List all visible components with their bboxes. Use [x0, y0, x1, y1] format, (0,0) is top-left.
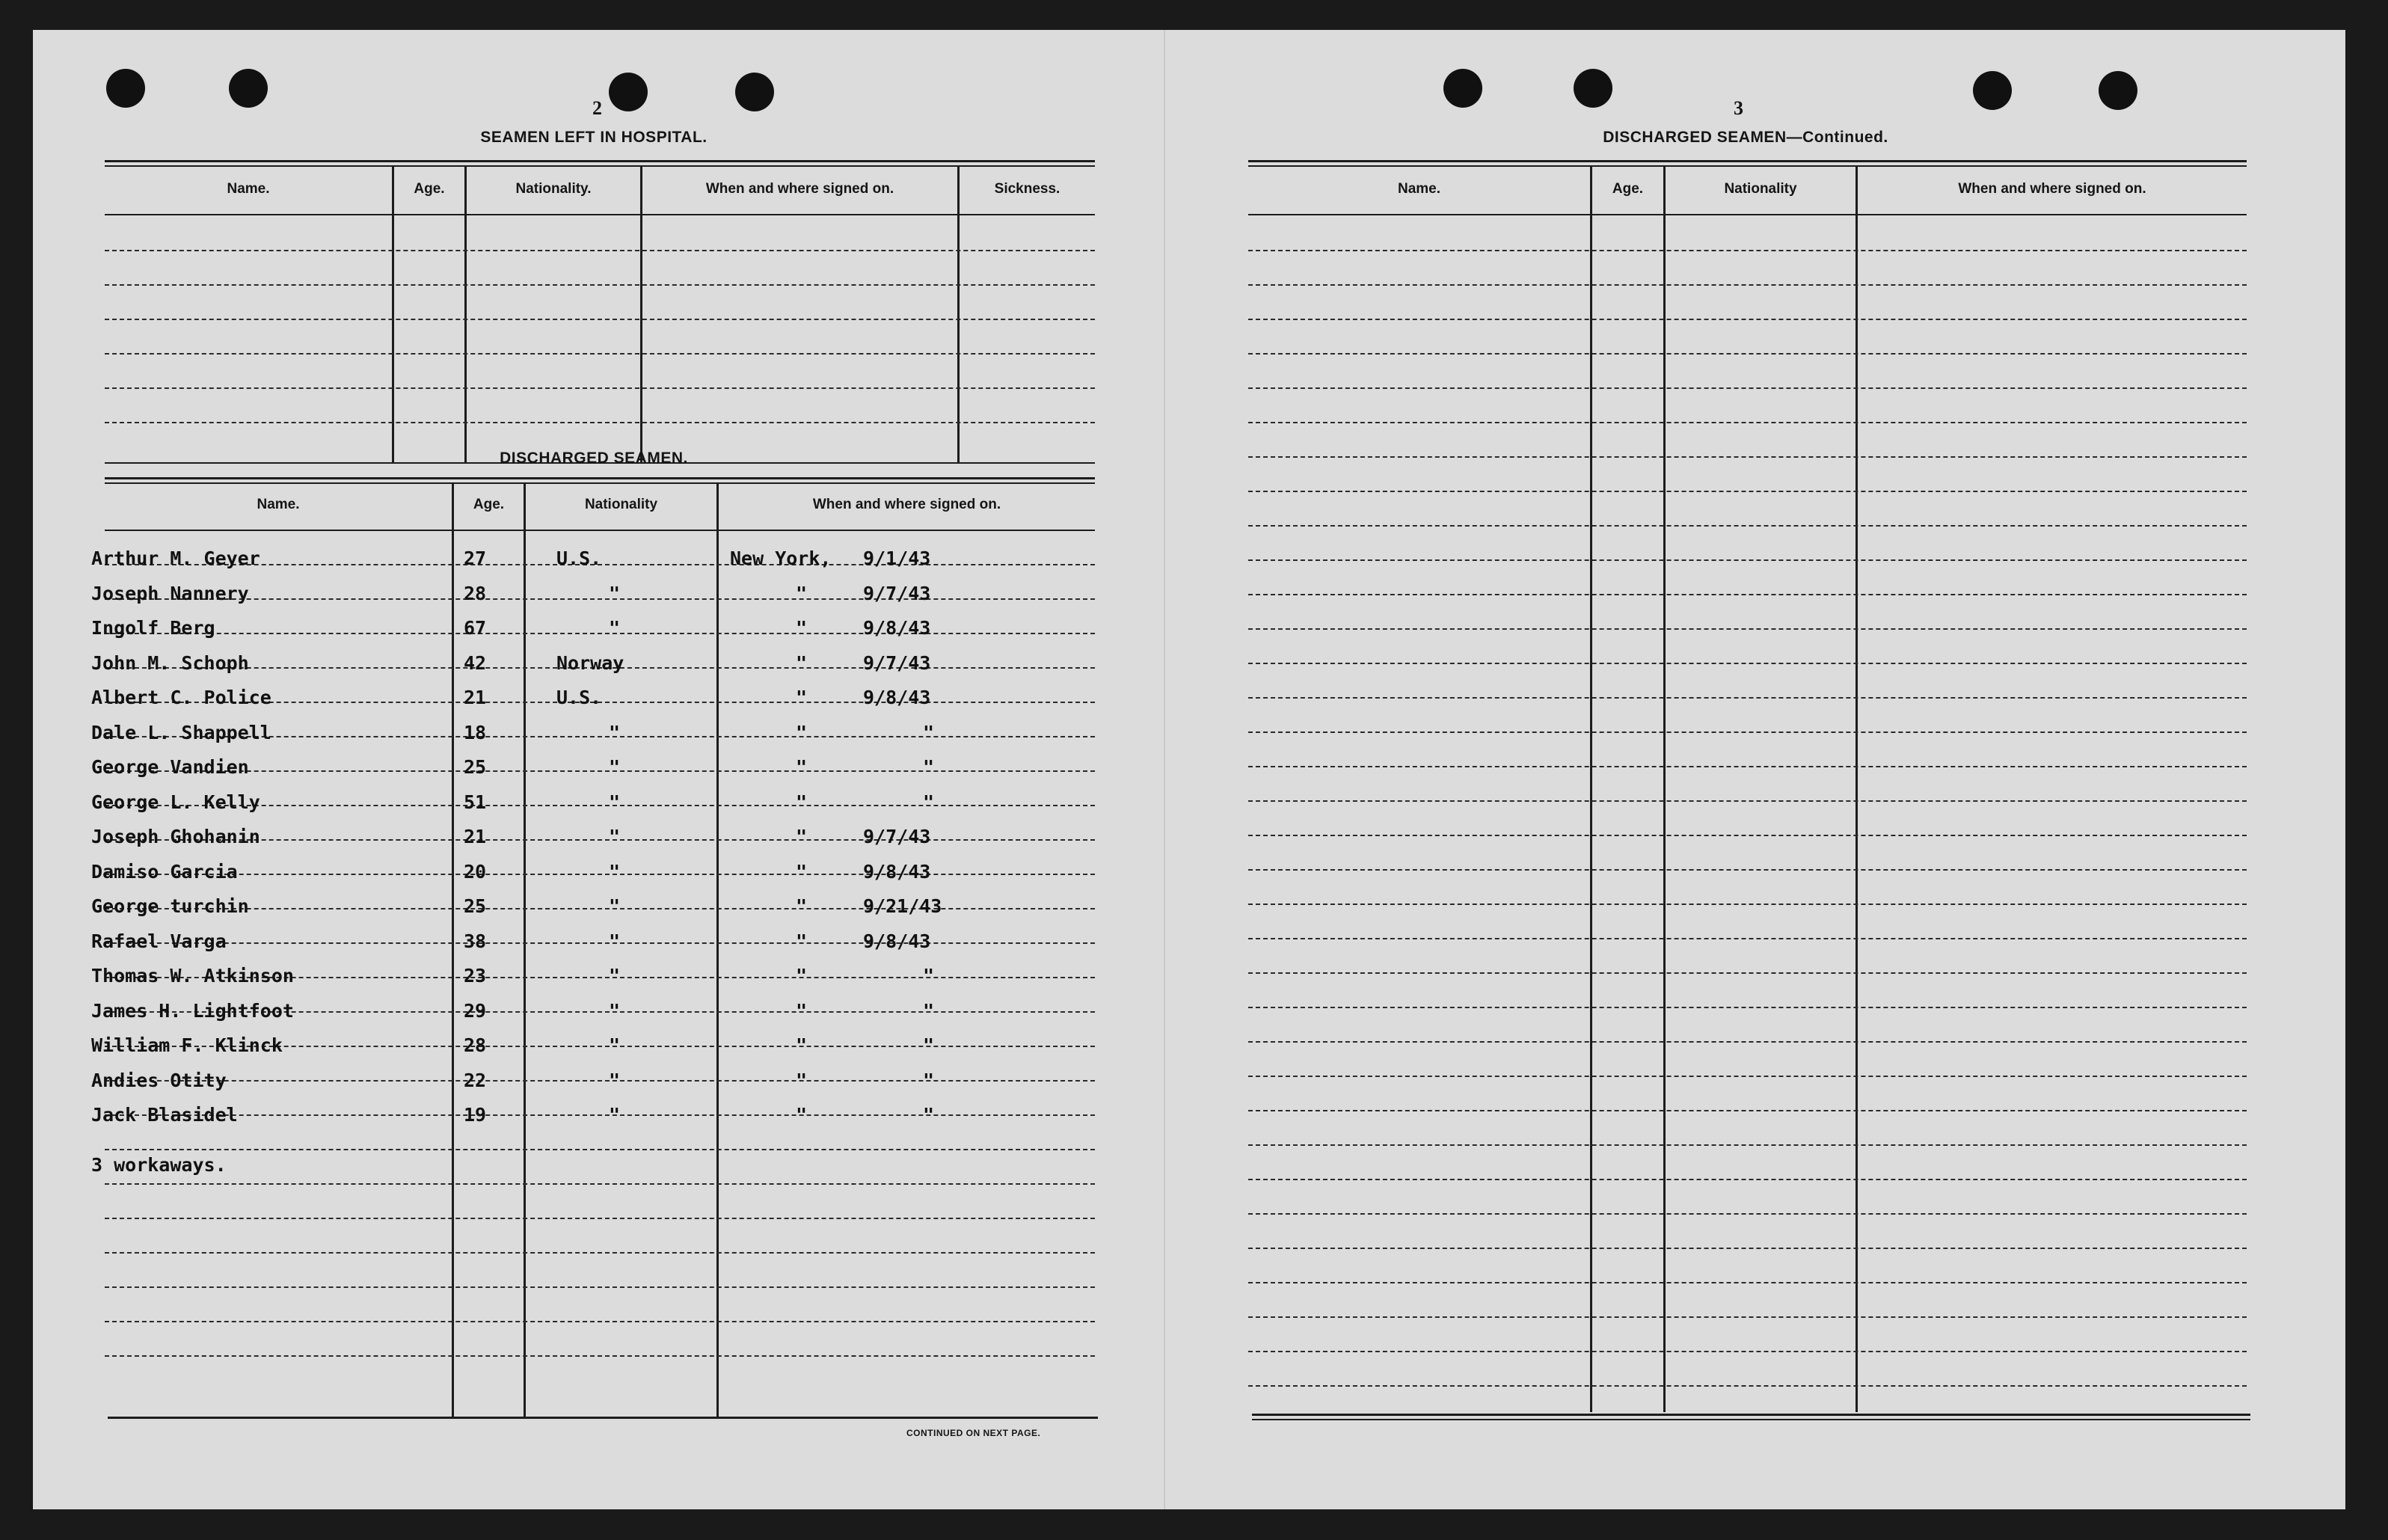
signed-on-date: " [923, 1034, 935, 1056]
column-divider [524, 484, 526, 1417]
seaman-name: Jack Blasidel [91, 1104, 238, 1126]
signed-on-place: " [796, 582, 808, 604]
signed-on-place: " [796, 860, 808, 883]
hospital-col-signed-on: When and where signed on. [705, 181, 894, 197]
ruled-line [1248, 594, 2247, 595]
discharged-table-bottom-rule [108, 1417, 1098, 1419]
ruled-line [1248, 422, 2247, 423]
hospital-table-top-rule-2 [105, 165, 1095, 167]
ruled-line [105, 1183, 1095, 1185]
signed-on-date: " [923, 791, 935, 813]
signed-on-place: " [796, 999, 808, 1022]
seaman-nationality: " [609, 756, 621, 778]
ruled-line [1248, 353, 2247, 355]
ruled-line [1248, 319, 2247, 320]
seaman-age: 25 [464, 756, 487, 778]
seaman-name: Joseph Ghohanin [91, 826, 260, 847]
ruled-line [1248, 525, 2247, 527]
right-table-top-rule [1248, 160, 2247, 162]
signed-on-place: " [796, 721, 808, 743]
seaman-name: Dale L. Shappell [91, 721, 271, 743]
ruled-line [105, 1252, 1095, 1254]
ruled-line [105, 598, 1095, 600]
seaman-nationality: U.S. [556, 547, 602, 569]
signed-on-date: 9/8/43 [863, 930, 931, 952]
ruled-line [1248, 1282, 2247, 1283]
seaman-age: 23 [464, 965, 487, 987]
ruled-line [1248, 1248, 2247, 1249]
signed-on-date: " [923, 721, 935, 743]
signed-on-date: " [923, 965, 935, 987]
seaman-nationality: " [609, 1104, 621, 1126]
discharged-col-signed-on: When and where signed on. [812, 497, 1001, 512]
signed-on-place: " [796, 651, 808, 674]
signed-on-place: " [796, 1104, 808, 1126]
punch-hole [1973, 71, 2012, 110]
seaman-name: William F. Klinck [91, 1034, 283, 1056]
ruled-line [1248, 1041, 2247, 1043]
seaman-name: George Vandien [91, 756, 249, 778]
seaman-age: 21 [464, 687, 487, 708]
ruled-line [1248, 938, 2247, 939]
ruled-line [1248, 1316, 2247, 1318]
seaman-age: 51 [464, 791, 487, 813]
punch-hole [229, 69, 268, 108]
punch-hole [1443, 69, 1482, 108]
ruled-line [105, 633, 1095, 634]
ruled-line [105, 1080, 1095, 1082]
signed-on-date: 9/1/43 [863, 547, 931, 569]
discharged-section-title: DISCHARGED SEAMEN. [500, 450, 688, 467]
seaman-name: George turchin [91, 895, 249, 917]
seaman-nationality: " [609, 617, 621, 639]
ruled-line [1248, 559, 2247, 561]
seaman-age: 67 [464, 617, 487, 639]
ruled-line [1248, 904, 2247, 905]
ruled-line [1248, 1351, 2247, 1352]
seaman-nationality: " [609, 895, 621, 917]
signed-on-date: " [923, 999, 935, 1022]
ruled-line [105, 387, 1095, 389]
ruled-line [105, 1149, 1095, 1150]
workaways-note: 3 workaways. [91, 1154, 227, 1176]
seaman-name: Damiso Garcia [91, 860, 238, 883]
right-page-number: 3 [1734, 97, 1743, 119]
ruled-line [1248, 766, 2247, 767]
seaman-nationality: " [609, 826, 621, 847]
discharged-col-name: Name. [257, 497, 300, 512]
signed-on-place: " [796, 826, 808, 847]
seaman-age: 18 [464, 721, 487, 743]
ruled-line [1248, 869, 2247, 871]
right-table-bottom-rule [1252, 1414, 2250, 1416]
seaman-age: 42 [464, 651, 487, 674]
seaman-age: 25 [464, 895, 487, 917]
seaman-nationality: " [609, 1034, 621, 1056]
seaman-nationality: " [609, 860, 621, 883]
page-fold [1164, 30, 1165, 1509]
column-divider [464, 167, 467, 463]
right-section-title: DISCHARGED SEAMEN—Continued. [1603, 129, 1888, 146]
hospital-col-sickness: Sickness. [994, 181, 1061, 197]
hospital-col-nationality: Nationality. [515, 181, 592, 197]
ruled-line [105, 874, 1095, 875]
signed-on-place: " [796, 895, 808, 917]
hospital-header-rule [105, 214, 1095, 215]
seaman-age: 20 [464, 860, 487, 883]
right-col-signed-on: When and where signed on. [1958, 181, 2146, 197]
seaman-nationality: " [609, 965, 621, 987]
seaman-name: Thomas W. Atkinson [91, 965, 294, 987]
column-divider [392, 167, 394, 463]
punch-hole [106, 69, 145, 108]
seaman-name: James H. Lightfoot [91, 999, 294, 1022]
signed-on-date: 9/7/43 [863, 651, 931, 674]
seaman-name: George L. Kelly [91, 791, 260, 813]
ruled-line [105, 422, 1095, 423]
document-sheet [33, 30, 2345, 1509]
ruled-line [1248, 1144, 2247, 1146]
signed-on-date: " [923, 1104, 935, 1126]
hospital-col-name: Name. [227, 181, 270, 197]
seaman-name: John M. Schoph [91, 651, 249, 674]
seaman-name: Andies Otity [91, 1069, 227, 1091]
signed-on-place: " [796, 791, 808, 813]
hospital-section-title: SEAMEN LEFT IN HOSPITAL. [480, 129, 708, 146]
ruled-line [1248, 972, 2247, 974]
discharged-table-top-rule [105, 477, 1095, 479]
signed-on-place: " [796, 617, 808, 639]
signed-on-date: 9/7/43 [863, 582, 931, 604]
signed-on-place: " [796, 687, 808, 708]
ruled-line [105, 284, 1095, 286]
hospital-table-top-rule [105, 160, 1095, 162]
punch-hole [609, 73, 648, 111]
ruled-line [105, 1286, 1095, 1288]
column-divider [452, 484, 454, 1417]
discharged-col-age: Age. [473, 497, 505, 512]
signed-on-date: " [923, 756, 935, 778]
right-col-nationality: Nationality [1724, 181, 1797, 197]
ruled-line [1248, 800, 2247, 802]
discharged-header-rule [105, 530, 1095, 531]
ruled-line [105, 1114, 1095, 1116]
seaman-nationality: Norway [556, 651, 624, 674]
seaman-age: 22 [464, 1069, 487, 1091]
punch-hole [1574, 69, 1612, 108]
ruled-line [1248, 1110, 2247, 1111]
ruled-line [1248, 1213, 2247, 1215]
discharged-table-top-rule-2 [105, 482, 1095, 484]
signed-on-place: " [796, 756, 808, 778]
column-divider [957, 167, 960, 463]
right-col-name: Name. [1397, 181, 1441, 197]
seaman-age: 28 [464, 1034, 487, 1056]
signed-on-date: 9/7/43 [863, 826, 931, 847]
seaman-nationality: " [609, 1069, 621, 1091]
ruled-line [1248, 1076, 2247, 1077]
seaman-nationality: U.S. [556, 687, 602, 708]
right-col-age: Age. [1612, 181, 1644, 197]
seaman-name: Albert C. Police [91, 687, 271, 708]
signed-on-date: 9/8/43 [863, 860, 931, 883]
signed-on-place: " [796, 930, 808, 952]
signed-on-date: 9/8/43 [863, 687, 931, 708]
column-divider [640, 167, 642, 463]
seaman-age: 21 [464, 826, 487, 847]
seaman-nationality: " [609, 582, 621, 604]
signed-on-date: 9/8/43 [863, 617, 931, 639]
ruled-line [1248, 697, 2247, 699]
ruled-line [1248, 491, 2247, 492]
ruled-line [105, 770, 1095, 772]
ruled-line [1248, 387, 2247, 389]
seaman-nationality: " [609, 721, 621, 743]
signed-on-place: " [796, 965, 808, 987]
continued-footer: CONTINUED ON NEXT PAGE. [906, 1428, 1041, 1438]
seaman-age: 19 [464, 1104, 487, 1126]
ruled-line [1248, 1385, 2247, 1387]
ruled-line [105, 353, 1095, 355]
seaman-name: Joseph Nannery [91, 582, 249, 604]
ruled-line [1248, 284, 2247, 286]
ruled-line [1248, 663, 2247, 664]
ruled-line [105, 1321, 1095, 1322]
punch-hole [735, 73, 774, 111]
seaman-age: 29 [464, 999, 487, 1022]
ruled-line [105, 319, 1095, 320]
ruled-line [105, 1218, 1095, 1219]
right-table-bottom-rule-2 [1252, 1419, 2250, 1420]
seaman-nationality: " [609, 791, 621, 813]
ruled-line [105, 250, 1095, 251]
column-divider [716, 484, 719, 1417]
discharged-col-nationality: Nationality [584, 497, 658, 512]
seaman-name: Rafael Varga [91, 930, 227, 952]
ruled-line [1248, 628, 2247, 630]
seaman-age: 38 [464, 930, 487, 952]
left-page-number: 2 [592, 97, 602, 119]
seaman-nationality: " [609, 930, 621, 952]
ruled-line [1248, 250, 2247, 251]
signed-on-place: " [796, 1069, 808, 1091]
signed-on-place: " [796, 1034, 808, 1056]
right-table-top-rule-2 [1248, 165, 2247, 167]
ruled-line [1248, 731, 2247, 733]
ruled-line [1248, 456, 2247, 458]
hospital-col-age: Age. [414, 181, 445, 197]
ruled-line [1248, 1179, 2247, 1180]
seaman-nationality: " [609, 999, 621, 1022]
ruled-line [105, 1355, 1095, 1357]
signed-on-place: New York, [730, 547, 832, 569]
seaman-age: 27 [464, 547, 487, 569]
punch-hole [2099, 71, 2137, 110]
ruled-line [105, 908, 1095, 909]
seaman-age: 28 [464, 582, 487, 604]
seaman-name: Ingolf Berg [91, 617, 215, 639]
signed-on-date: " [923, 1069, 935, 1091]
right-header-rule [1248, 214, 2247, 215]
ruled-line [1248, 1007, 2247, 1008]
ruled-line [105, 942, 1095, 944]
ruled-line [1248, 835, 2247, 836]
seaman-name: Arthur M. Geyer [91, 547, 260, 569]
signed-on-date: 9/21/43 [863, 895, 942, 917]
